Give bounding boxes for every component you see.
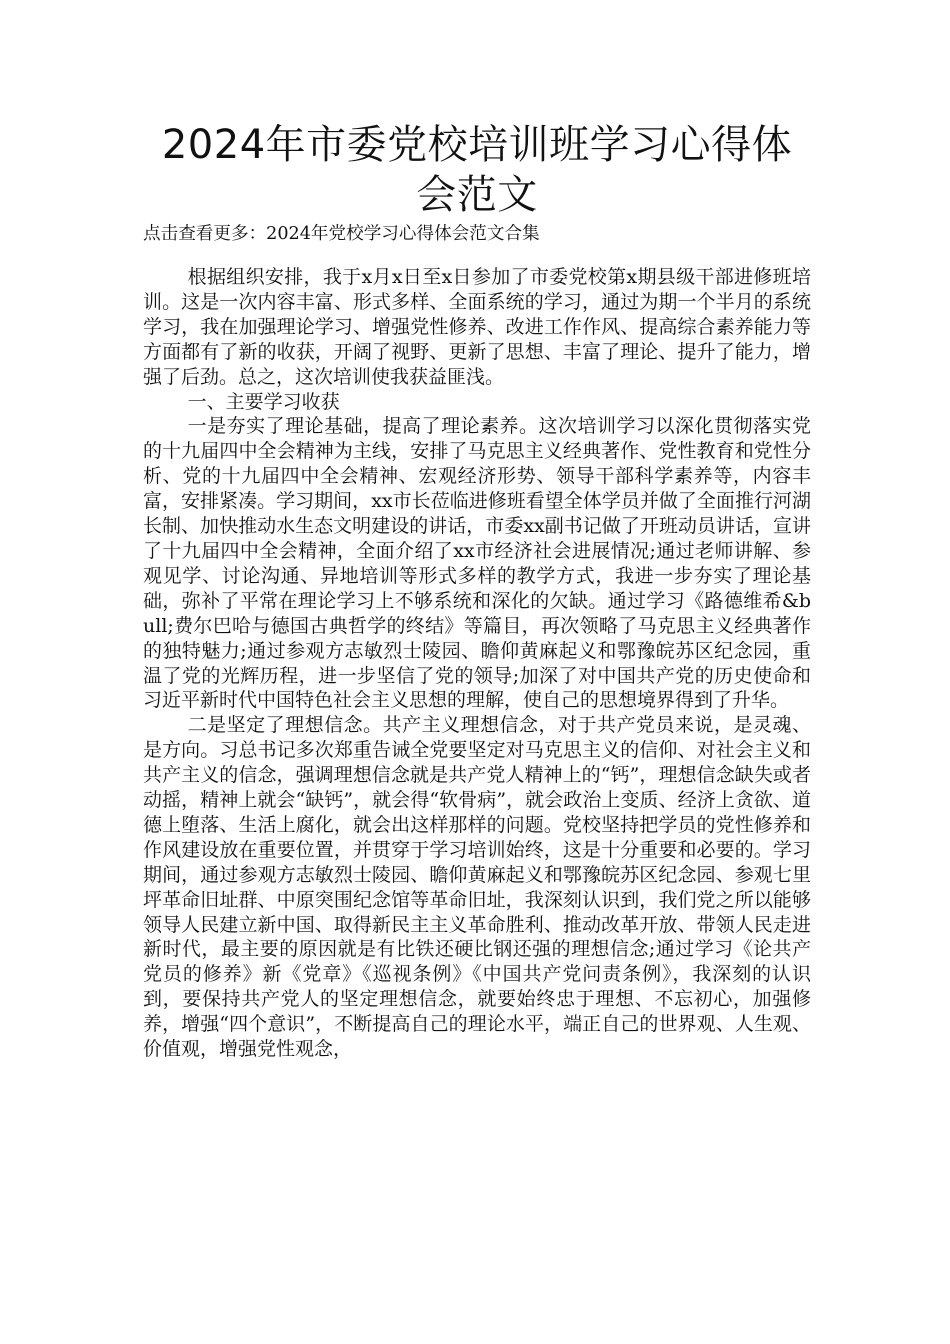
- document-body: [143, 265, 811, 1062]
- paragraph-theory: 一是夯实了理论基础，提高了理论素养。这次培训学习以深化贯彻落实党的十九届四中全会精神为主线，安排了马克思主义经典著作、党性教育和党性分析、党的十九届四中全会精神、宏观经济形势、领导干部科学素养等，内容丰富，安排紧凑。学习期间，xx市长莅临进修班看望全体学员并做了全面推行河湖长制、加快推动水生态文明建设的讲话，市委xx副书记做了开班动员讲话，宣讲了十九届四中全会精神，全面介绍了xx市经济社会进展情况;通过老师讲解、参观见学、讨论沟通、异地培训等形式多样的教学方式，我进一步夯实了理论基础，弥补了平常在理论学习上不够系统和深化的欠缺。通过学习《路德维希&bull;费尔巴哈与德国古典哲学的终结》等篇目，再次领略了马克思主义经典著作的独特魅力;通过参观方志敏烈士陵园、瞻仰黄麻起义和鄂豫皖苏区纪念园，重温了党的光辉历程，进一步坚信了党的领导;加深了对中国共产党的历史使命和习近平新时代中国特色社会主义思想的理解，使自己的思想境界得到了升华。: [143, 415, 811, 712]
- document-page: [143, 120, 811, 1062]
- paragraph-ideals: 二是坚定了理想信念。共产主义理想信念，对于共产党员来说，是灵魂、是方向。习总书记多次郑重告诫全党要坚定对马克思主义的信仰、对社会主义和共产主义的信念，强调理想信念就是共产党人精神上的“钙”，理想信念缺失或者动摇，精神上就会“缺钙”，就会得“软骨病”，就会政治上变质、经济上贪欲、道德上堕落、生活上腐化，就会出这样那样的问题。党校坚持把学员的党性修养和作风建设放在重要位置，并贯穿于学习培训始终，这是十分重要和必要的。学习期间，通过参观方志敏烈士陵园、瞻仰黄麻起义和鄂豫皖苏区纪念园、参观七里坪革命旧址群、中原突围纪念馆等革命旧址，我深刻认识到，我们党之所以能够领导人民建立新中国、取得新民主主义革命胜利、推动改革开放、带领人民走进新时代，最主要的原因就是有比铁还硬比钢还强的理想信念;通过学习《论共产党员的修养》新《党章》《巡视条例》《中国共产党问责条例》，我深刻的认识到，要保持共产党人的坚定理想信念，就要始终忠于理想、不忘初心，加强修养，增强“四个意识”，不断提高自己的理论水平，端正自己的世界观、人生观、价值观，增强党性观念，: [143, 714, 811, 1061]
- document-title: 2024年市委党校培训班学习心得体会范文: [161, 122, 793, 218]
- paragraph-intro: 根据组织安排，我于x月x日至x日参加了市委党校第x期县级干部进修班培训。这是一次内容丰富、形式多样、全面系统的学习，通过为期一个半月的系统学习，我在加强理论学习、增强党性修养、改进工作作风、提高综合素养能力等方面都有了新的收获，开阔了视野、更新了思想、丰富了理论、提升了能力，增强了后劲。总之，这次培训使我获益匪浅。: [143, 266, 811, 388]
- section-heading: 一、主要学习收获: [187, 390, 340, 413]
- more-link[interactable]: 点击查看更多：2024年党校学习心得体会范文合集: [143, 224, 540, 244]
